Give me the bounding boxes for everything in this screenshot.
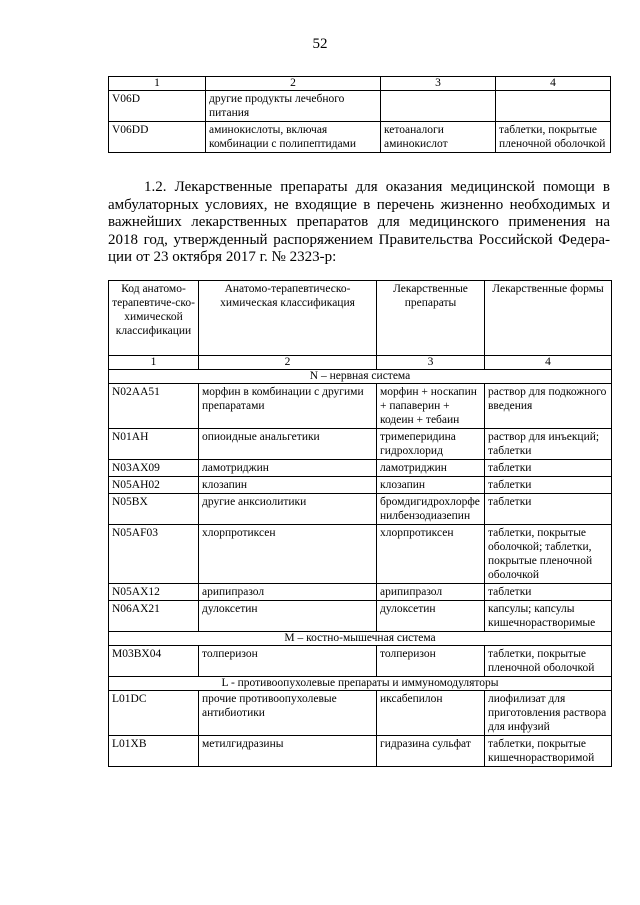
paragraph-line: 2018 год, утвержденный распоряжением Правительства Российской Федера-: [108, 231, 610, 248]
drug-cell: арипипразол: [377, 584, 485, 601]
form-cell: капсулы; капсулы кишечнорастворимые: [485, 601, 612, 632]
column-header: Лекарственные формы: [485, 281, 612, 356]
column-number: 3: [381, 77, 496, 91]
paragraph-line: ции от 23 октября 2017 г. № 2323-р:: [108, 249, 337, 265]
drug-cell: ламотриджин: [377, 460, 485, 477]
classification-cell: другие продукты лечебного питания: [206, 91, 381, 122]
atc-code-cell: N05AX12: [109, 584, 199, 601]
column-number: 4: [485, 356, 612, 370]
table-row: [109, 429, 612, 460]
column-header: Лекарственные препараты: [377, 281, 485, 356]
column-number: 4: [496, 77, 611, 91]
form-cell: лиофилизат для приготовления раствора для инфузий: [485, 691, 612, 736]
drug-cell: клозапин: [377, 477, 485, 494]
atc-code-cell: N06AX21: [109, 601, 199, 632]
table-row: [109, 736, 612, 767]
table-row: [109, 646, 612, 677]
form-cell: таблетки: [485, 494, 612, 525]
atc-code-cell: N02AA51: [109, 384, 199, 429]
table-row: [109, 460, 612, 477]
classification-cell: ламотриджин: [199, 460, 377, 477]
classification-cell: клозапин: [199, 477, 377, 494]
page-number: 52: [312, 36, 328, 52]
paragraph-line: 1.2. Лекарственные препараты для оказания медицинской помощи в: [144, 179, 610, 195]
section-heading: N – нервная система: [109, 370, 612, 384]
form-cell: таблетки, покрытые пленочной оболочкой: [496, 122, 611, 153]
section-row: [109, 370, 612, 384]
form-cell: таблетки, покрытые кишечнорастворимой: [485, 736, 612, 767]
classification-cell: дулоксетин: [199, 601, 377, 632]
form-cell: таблетки: [485, 460, 612, 477]
atc-code-cell: N05BX: [109, 494, 199, 525]
section-heading: М – костно-мышечная система: [109, 632, 612, 646]
table-row: [109, 601, 612, 632]
form-cell: [496, 91, 611, 122]
form-cell: таблетки, покрытые оболочкой; таблетки, покрытые пленочной оболочкой: [485, 525, 612, 584]
drug-cell: [381, 91, 496, 122]
classification-cell: хлорпротиксен: [199, 525, 377, 584]
section-heading: L - противоопухолевые препараты и иммуномодуляторы: [109, 677, 612, 691]
drug-cell: тримеперидина гидрохлорид: [377, 429, 485, 460]
table-row: [109, 494, 612, 525]
form-cell: раствор для инъекций; таблетки: [485, 429, 612, 460]
atc-code-cell: N05AH02: [109, 477, 199, 494]
drug-cell: толперизон: [377, 646, 485, 677]
section-row: [109, 632, 612, 646]
drug-cell: бромдигидрохлорфенилбензодиазепин: [377, 494, 485, 525]
drug-cell: кетоаналоги аминокислот: [381, 122, 496, 153]
drug-cell: гидразина сульфат: [377, 736, 485, 767]
column-number: 2: [199, 356, 377, 370]
table-row: [109, 525, 612, 584]
classification-cell: морфин в комбинации с другими препаратами: [199, 384, 377, 429]
column-header: Код анатомо-терапевтиче-ско-химической классификации: [109, 281, 199, 356]
classification-cell: аминокислоты, включая комбинации с полипептидами: [206, 122, 381, 153]
form-cell: таблетки: [485, 477, 612, 494]
table-row: [109, 584, 612, 601]
paragraph-line: амбулаторных условиях, не входящие в перечень жизненно необходимых и: [108, 196, 610, 213]
classification-cell: другие анксиолитики: [199, 494, 377, 525]
classification-cell: прочие противоопухолевые антибиотики: [199, 691, 377, 736]
atc-code-cell: N03AX09: [109, 460, 199, 477]
atc-code-cell: V06D: [109, 91, 206, 122]
section-row: [109, 677, 612, 691]
column-number: 1: [109, 77, 206, 91]
drug-cell: морфин + носкапин + папаверин + кодеин + тебаин: [377, 384, 485, 429]
continued-drug-table: [108, 76, 611, 153]
form-cell: таблетки, покрытые пленочной оболочкой: [485, 646, 612, 677]
column-number: 1: [109, 356, 199, 370]
atc-code-cell: L01XB: [109, 736, 199, 767]
atc-code-cell: N01AH: [109, 429, 199, 460]
paragraph-line: важнейших лекарственных препаратов для медицинского применения на: [108, 214, 610, 230]
table-row: [109, 122, 611, 153]
form-cell: таблетки: [485, 584, 612, 601]
column-number-row: [109, 356, 612, 370]
atc-code-cell: L01DC: [109, 691, 199, 736]
table-row: [109, 477, 612, 494]
drug-cell: дулоксетин: [377, 601, 485, 632]
column-header: Анатомо-терапевтическо-химическая классификация: [199, 281, 377, 356]
column-number: 2: [206, 77, 381, 91]
table-row: [109, 384, 612, 429]
column-number-row: [109, 77, 611, 91]
drug-table: [108, 280, 612, 767]
form-cell: раствор для подкожного введения: [485, 384, 612, 429]
table-row: [109, 691, 612, 736]
atc-code-cell: N05AF03: [109, 525, 199, 584]
table-row: [109, 91, 611, 122]
header-row: [109, 281, 612, 356]
classification-cell: арипипразол: [199, 584, 377, 601]
drug-cell: иксабепилон: [377, 691, 485, 736]
section-paragraph: [108, 179, 610, 267]
atc-code-cell: V06DD: [109, 122, 206, 153]
classification-cell: метилгидразины: [199, 736, 377, 767]
classification-cell: опиоидные анальгетики: [199, 429, 377, 460]
drug-cell: хлорпротиксен: [377, 525, 485, 584]
atc-code-cell: M03BX04: [109, 646, 199, 677]
classification-cell: толперизон: [199, 646, 377, 677]
column-number: 3: [377, 356, 485, 370]
